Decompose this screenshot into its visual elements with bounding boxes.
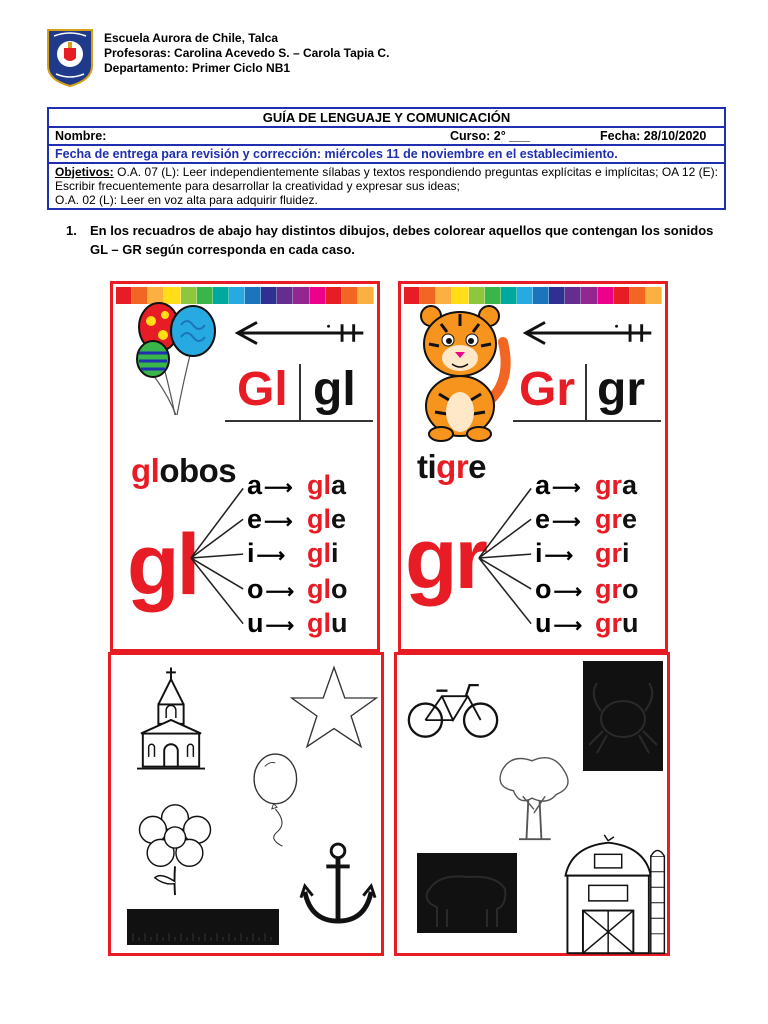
rainbow-segment xyxy=(277,287,293,304)
crab-icon xyxy=(583,661,663,771)
school-header xyxy=(104,31,389,76)
syllable-underline xyxy=(225,420,373,422)
vowel-row xyxy=(247,610,294,637)
lowercase-syllable: gr xyxy=(597,363,645,416)
combo-vowel: i xyxy=(622,538,630,568)
vowel-row xyxy=(247,506,293,533)
rainbow-segment xyxy=(630,287,646,304)
vowel-row xyxy=(247,576,294,603)
balloons-icon xyxy=(133,296,223,418)
due-date-text: Fecha de entrega para revisión y corrección: miércoles 11 de noviembre en el establecimiento. xyxy=(49,146,724,164)
vowel-letter: i xyxy=(535,538,543,568)
combo-vowel: o xyxy=(622,574,639,604)
vowel-letter: u xyxy=(247,608,264,638)
right-arrow-icon: ⟶ xyxy=(265,581,295,603)
example-word-rest: e xyxy=(468,448,487,485)
rainbow-segment xyxy=(614,287,630,304)
right-arrow-icon: ⟶ xyxy=(552,511,581,533)
ruler-icon xyxy=(127,909,279,945)
combo-consonants: gr xyxy=(595,504,622,534)
rainbow-segment xyxy=(565,287,581,304)
example-word-prefix: gl xyxy=(131,452,160,489)
church-icon xyxy=(137,665,205,773)
tiger-outline xyxy=(417,853,517,933)
anchor-icon xyxy=(299,841,377,929)
syllable-combo xyxy=(595,576,639,603)
teachers-line: Profesoras: Carolina Acevedo S. – Carola Tapia C. xyxy=(104,46,390,60)
big-syllable: gr xyxy=(405,511,485,607)
crab-outline xyxy=(583,661,663,771)
combo-consonants: gl xyxy=(307,608,331,638)
combo-consonants: gr xyxy=(595,574,622,604)
vowel-row xyxy=(535,610,582,637)
gr-pictures-box xyxy=(394,652,670,956)
syllable-combo xyxy=(595,610,639,637)
rainbow-segment xyxy=(517,287,533,304)
rainbow-segment xyxy=(533,287,549,304)
vowel-row xyxy=(535,540,573,567)
uppercase-syllable: Gl xyxy=(237,363,288,416)
syllable-combo xyxy=(307,610,348,637)
objectives-text-2: O.A. 02 (L): Leer en voz alta para adquirir fluidez. xyxy=(55,193,318,207)
date-label: Fecha: 28/10/2020 xyxy=(600,129,707,143)
combo-consonants: gl xyxy=(307,574,331,604)
combo-consonants: gr xyxy=(595,608,622,638)
combo-vowel: u xyxy=(331,608,348,638)
rainbow-segment xyxy=(310,287,326,304)
combo-consonants: gl xyxy=(307,470,331,500)
syllable-combo xyxy=(595,472,637,499)
guide-info-table xyxy=(47,107,726,210)
rainbow-segment xyxy=(261,287,277,304)
big-syllable: gl xyxy=(127,517,198,613)
right-arrow-icon: ⟶ xyxy=(265,615,295,637)
right-arrow-icon: ⟶ xyxy=(264,477,293,499)
combo-vowel: u xyxy=(622,608,639,638)
vowel-row xyxy=(247,472,293,499)
example-word-start: ti xyxy=(417,448,437,485)
guide-title: GUÍA DE LENGUAJE Y COMUNICACIÓN xyxy=(49,109,724,128)
rainbow-segment xyxy=(326,287,342,304)
lowercase-syllable: gl xyxy=(313,363,356,416)
combo-consonants: gr xyxy=(595,470,622,500)
right-arrow-icon: ⟶ xyxy=(553,615,583,637)
syllable-combo xyxy=(307,576,348,603)
example-word-prefix: gr xyxy=(436,448,469,485)
combo-vowel: o xyxy=(331,574,348,604)
rainbow-segment xyxy=(358,287,374,304)
rainbow-segment xyxy=(116,287,132,304)
right-arrow-icon: ⟶ xyxy=(544,545,574,567)
vowel-letter: a xyxy=(247,470,263,500)
fan-lines xyxy=(477,472,535,642)
ruler-ticks xyxy=(127,909,279,945)
instruction xyxy=(66,221,726,259)
objectives-block xyxy=(49,164,724,208)
right-arrow-icon: ⟶ xyxy=(256,545,286,567)
instruction-number: 1. xyxy=(66,223,77,238)
uppercase-syllable: Gr xyxy=(519,363,576,416)
flower-icon xyxy=(131,801,219,897)
syllable-combo xyxy=(307,506,346,533)
barn-icon xyxy=(557,833,669,959)
name-label: Nombre: xyxy=(55,129,107,143)
rainbow-segment xyxy=(293,287,309,304)
star-icon xyxy=(289,663,379,751)
department-line: Departamento: Primer Ciclo NB1 xyxy=(104,61,291,75)
example-word-rest: obos xyxy=(159,452,237,489)
right-arrow-icon: ⟶ xyxy=(552,477,581,499)
rainbow-segment xyxy=(646,287,662,304)
bicycle-icon xyxy=(407,677,499,743)
syllable-divider xyxy=(585,364,587,420)
syllable-underline xyxy=(513,420,661,422)
vowel-letter: o xyxy=(247,574,264,604)
course-label: Curso: 2° ___ xyxy=(450,129,531,143)
combo-vowel: a xyxy=(622,470,638,500)
combo-consonants: gr xyxy=(595,538,622,568)
syllable-combo xyxy=(595,540,630,567)
syllable-combo xyxy=(307,540,339,567)
gl-pictures-box xyxy=(108,652,384,956)
combo-consonants: gl xyxy=(307,504,331,534)
student-info-row xyxy=(49,128,724,146)
school-name: Escuela Aurora de Chile, Talca xyxy=(104,31,279,45)
vowel-letter: e xyxy=(247,504,263,534)
vowel-row xyxy=(247,540,285,567)
combo-vowel: a xyxy=(331,470,347,500)
school-crest-icon xyxy=(44,28,96,88)
vowel-letter: e xyxy=(535,504,551,534)
objectives-text-1: O.A. 07 (L): Leer independientemente sílabas y textos respondiendo preguntas explícitas e implícitas; OA 12 (E): Escribir frecuentemente para desarrollar la creatividad y expresar sus ideas; xyxy=(55,165,718,193)
tiger-cartoon-icon xyxy=(405,294,515,444)
rainbow-segment xyxy=(549,287,565,304)
vowel-letter: o xyxy=(535,574,552,604)
right-arrow-icon: ⟶ xyxy=(264,511,293,533)
vowel-row xyxy=(535,506,581,533)
gl-syllable-card xyxy=(110,281,380,652)
vowel-letter: i xyxy=(247,538,255,568)
objectives-label: Objetivos: xyxy=(55,165,114,179)
rainbow-segment xyxy=(342,287,358,304)
right-arrow-icon: ⟶ xyxy=(553,581,583,603)
fan-lines xyxy=(189,472,247,642)
combo-vowel: e xyxy=(331,504,347,534)
vowel-row xyxy=(535,472,581,499)
vowel-row xyxy=(535,576,582,603)
vowel-letter: u xyxy=(535,608,552,638)
rainbow-segment xyxy=(229,287,245,304)
rainbow-segment xyxy=(245,287,261,304)
combo-consonants: gl xyxy=(307,538,331,568)
instruction-text: En los recuadros de abajo hay distintos dibujos, debes colorear aquellos que contengan los sonidos GL – GR según corresponda en cada caso. xyxy=(90,223,714,257)
example-word xyxy=(417,450,486,483)
rainbow-segment xyxy=(581,287,597,304)
combo-vowel: e xyxy=(622,504,638,534)
left-arrow-icon xyxy=(516,318,661,348)
syllable-combo xyxy=(595,506,637,533)
tiger-icon xyxy=(417,853,517,933)
combo-vowel: i xyxy=(331,538,339,568)
gr-syllable-card xyxy=(398,281,668,652)
vowel-letter: a xyxy=(535,470,551,500)
rainbow-segment xyxy=(598,287,614,304)
left-arrow-icon xyxy=(228,318,373,348)
syllable-combo xyxy=(307,472,346,499)
balloon-icon xyxy=(247,751,309,851)
syllable-divider xyxy=(299,364,301,420)
